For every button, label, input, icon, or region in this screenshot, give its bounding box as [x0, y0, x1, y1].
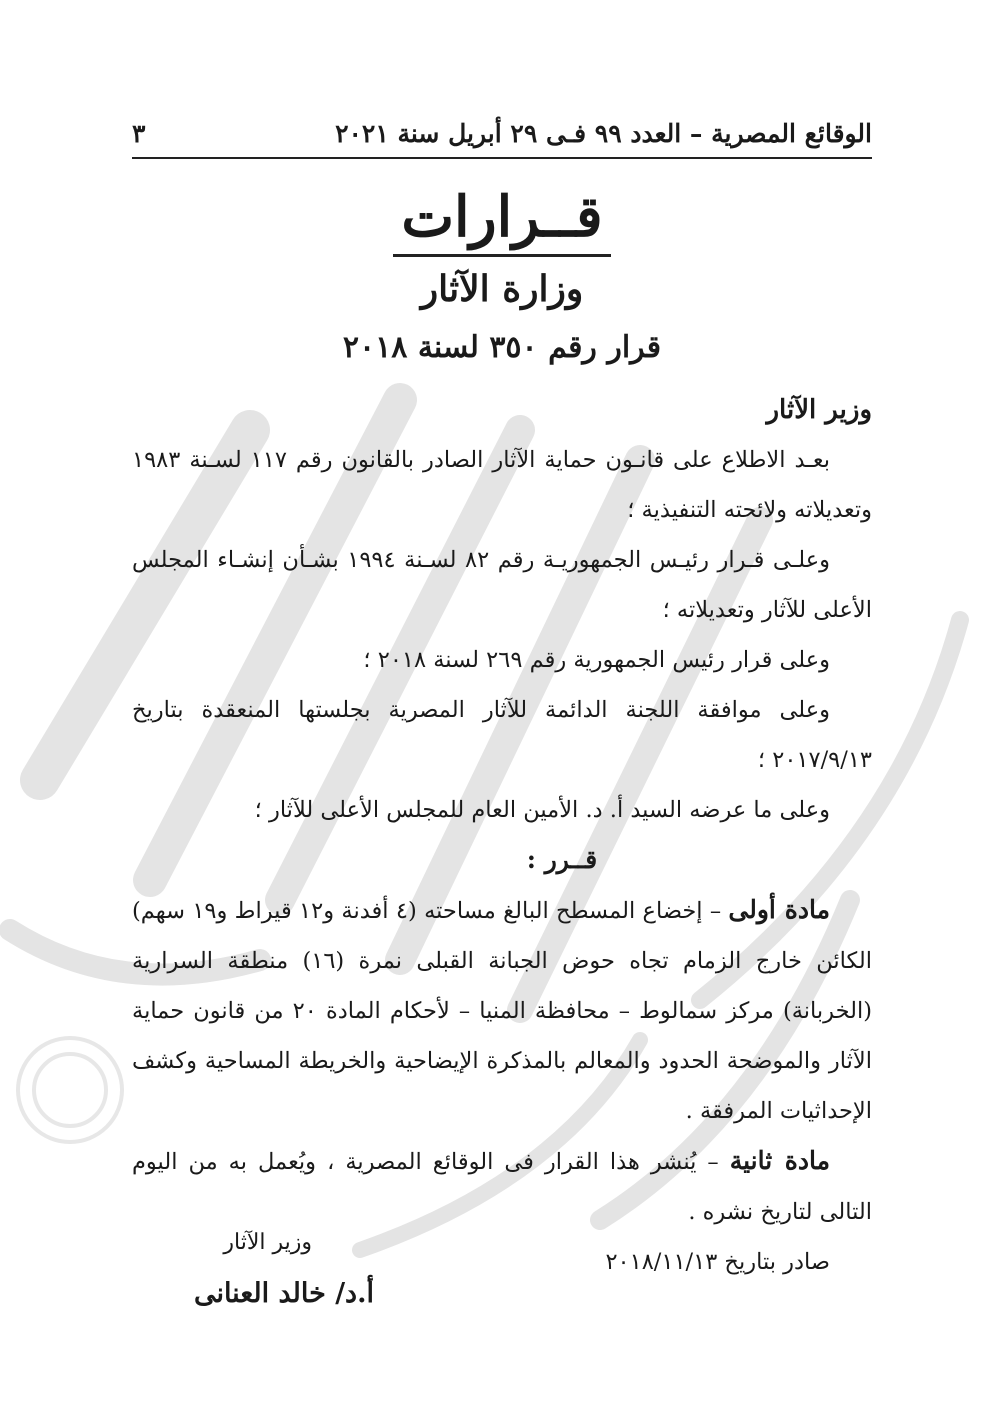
preamble-item: وعلـى قـرار رئيـس الجمهوريـة رقم ٨٢ لسـنة ١٩٩٤ بشـأن إنشـاء المجلس الأعلى للآثار وتعديلاته ؛ — [132, 547, 872, 623]
decree-body — [132, 385, 872, 1287]
decree-number: قرار رقم ٣٥٠ لسنة ٢٠١٨ — [342, 330, 662, 365]
article-2 — [132, 1136, 872, 1237]
article-1-label: مادة أولى — [728, 895, 830, 924]
preamble-item: وعلى ما عرضه السيد أ. د. الأمين العام للمجلس الأعلى للآثار ؛ — [254, 797, 830, 823]
page-number: ٣ — [132, 118, 146, 148]
decided-heading: قــرر : — [526, 845, 598, 874]
preamble-item: بعـد الاطلاع على قانـون حماية الآثار الصادر بالقانون رقم ١١٧ لسـنة ١٩٨٣ وتعديلاته ولائحته التنفيذية ؛ — [132, 447, 872, 523]
article-2-text: – يُنشر هذا القرار فى الوقائع المصرية ، ويُعمل به من اليوم التالى لتاريخ نشره . — [132, 1149, 872, 1225]
signatory-title: وزير الآثار — [223, 1230, 312, 1255]
signatory-name: أ.د/ خالد العنانى — [193, 1278, 374, 1309]
article-1 — [132, 885, 872, 1136]
header-rule — [132, 157, 872, 159]
section-title — [0, 182, 1004, 257]
preamble-item: وعلى قرار رئيس الجمهورية رقم ٢٦٩ لسنة ٢٠١٨ ؛ — [363, 647, 830, 673]
preamble-item: وعلى موافقة اللجنة الدائمة للآثار المصرية بجلستها المنعقدة بتاريخ ٢٠١٧/٩/١٣ ؛ — [132, 697, 872, 773]
section-title-text: قــرارات — [393, 182, 610, 257]
issue-date: صادر بتاريخ ٢٠١٨/١١/١٣ — [605, 1249, 830, 1275]
article-1-text: – إخضاع المسطح البالغ مساحته (٤ أفدنة و١٢ قيراط و١٩ سهم) الكائن خارج الزمام تجاه حوض الجبانة القبلى نمرة (١٦) منطقة السرارية (الخربانة) مركز سمالوط – محافظة المنيا – لأحكام المادة ٢٠ من قانون حماية الآثار والموضحة الحدود والمعالم بالمذكرة الإيضاحية والخريطة المساحية وكشف الإحداثيات المرفقة . — [132, 898, 872, 1124]
running-header — [132, 113, 872, 153]
ministry-heading: وزارة الآثار — [420, 268, 584, 310]
publication-line: الوقائع المصرية – العدد ٩٩ فـى ٢٩ أبريل سنة ٢٠٢١ — [335, 118, 872, 148]
minister-heading: وزير الآثار — [766, 395, 872, 425]
article-2-label: مادة ثانية — [729, 1146, 830, 1175]
